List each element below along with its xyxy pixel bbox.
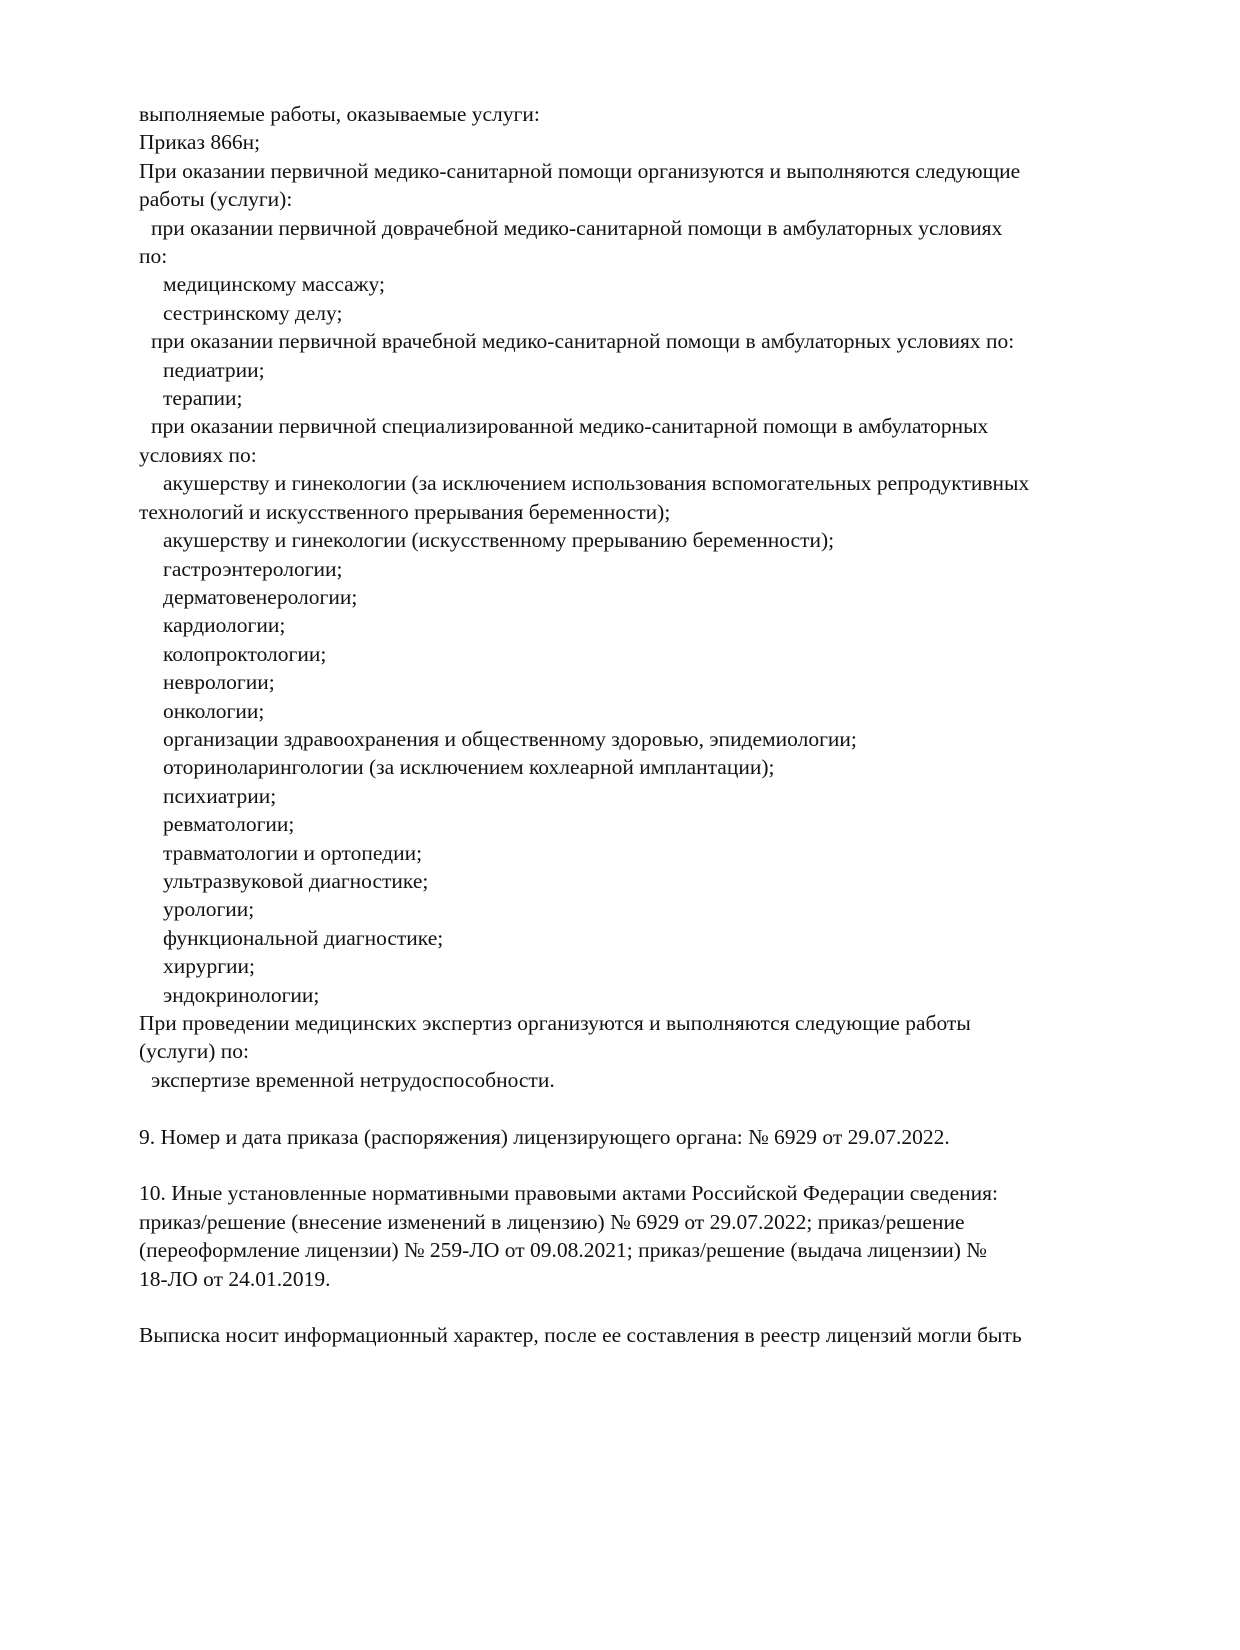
list-item: психиатрии; [163,783,277,808]
works-label: выполняемые работы, оказываемые услуги: [139,102,540,126]
list-item: педиатрии; [163,357,265,382]
list-item: эндокринологии; [163,982,320,1007]
list-item: травматологии и ортопедии; [163,840,423,865]
spacer [139,1293,1129,1321]
order-reference: Приказ 866н; [139,130,261,155]
primary-care-intro-line1: При оказании первичной медико-санитарной помощи организуются и выполняются следующие [139,158,1021,183]
list-item: организации здравоохранения и общественному здоровью, эпидемиологии; [163,726,857,751]
list-item: ревматологии; [163,812,295,837]
list-item: колопроктологии; [163,641,327,666]
spacer [139,1094,1129,1122]
expertise-heading-line1: При проведении медицинских экспертиз организуются и выполняются следующие работы [139,1011,971,1035]
list-item: хирургии; [163,954,256,979]
list-item: акушерству и гинекологии (искусственному прерыванию беременности); [163,528,835,553]
list-item: гастроэнтерологии; [163,556,343,581]
list-item: оториноларингологии (за исключением кохлеарной имплантации); [163,755,775,780]
specialized-heading-line2: условиях по: [139,442,257,467]
prevrach-heading-line2: по: [139,244,168,269]
list-item: терапии; [163,386,243,411]
section-10-line1: 10. Иные установленные нормативными правовыми актами Российской Федерации сведения: [139,1181,998,1206]
list-item: экспертизе временной нетрудоспособности. [151,1067,555,1092]
vrach-section [139,327,1129,412]
list-item: акушерству и гинекологии (за исключением использования вспомогательных репродуктивных [163,471,1030,496]
list-item: сестринскому делу; [163,300,343,325]
specialized-section [139,412,1129,1009]
section-10-line2: приказ/решение (внесение изменений в лицензию) № 6929 от 29.07.2022; приказ/решение [139,1209,965,1234]
document-page [139,100,1129,1350]
section-10-line3: (переоформление лицензии) № 259-ЛО от 09.08.2021; приказ/решение (выдача лицензии) № [139,1238,987,1263]
list-item: кардиологии; [163,613,286,638]
expertise-section [139,1009,1129,1094]
section-10-line4: 18-ЛО от 24.01.2019. [139,1266,331,1291]
primary-care-intro-line2: работы (услуги): [139,187,293,212]
section-9-order-number: 9. Номер и дата приказа (распоряжения) лицензирующего органа: № 6929 от 29.07.2022. [139,1124,950,1149]
section-10-other-info [139,1179,1129,1293]
list-item: дерматовенерологии; [163,584,358,609]
vrach-heading: при оказании первичной врачебной медико-санитарной помощи в амбулаторных условиях по: [151,329,1015,354]
list-item: медицинскому массажу; [163,272,385,297]
list-item: функциональной диагностике; [163,925,444,950]
prevrach-section [139,214,1129,328]
spacer [139,1151,1129,1179]
list-item: урологии; [163,897,255,922]
list-item: неврологии; [163,670,275,695]
footer-note: Выписка носит информационный характер, после ее составления в реестр лицензий могли быть [139,1323,1022,1348]
list-item: ультразвуковой диагностике; [163,868,429,893]
list-item: онкологии; [163,698,265,723]
list-item-continuation: технологий и искусственного прерывания беременности); [139,499,671,524]
prevrach-heading-line1: при оказании первичной доврачебной медико-санитарной помощи в амбулаторных условиях [151,215,1003,240]
specialized-heading-line1: при оказании первичной специализированной медико-санитарной помощи в амбулаторных [151,414,989,439]
expertise-heading-line2: (услуги) по: [139,1039,250,1064]
